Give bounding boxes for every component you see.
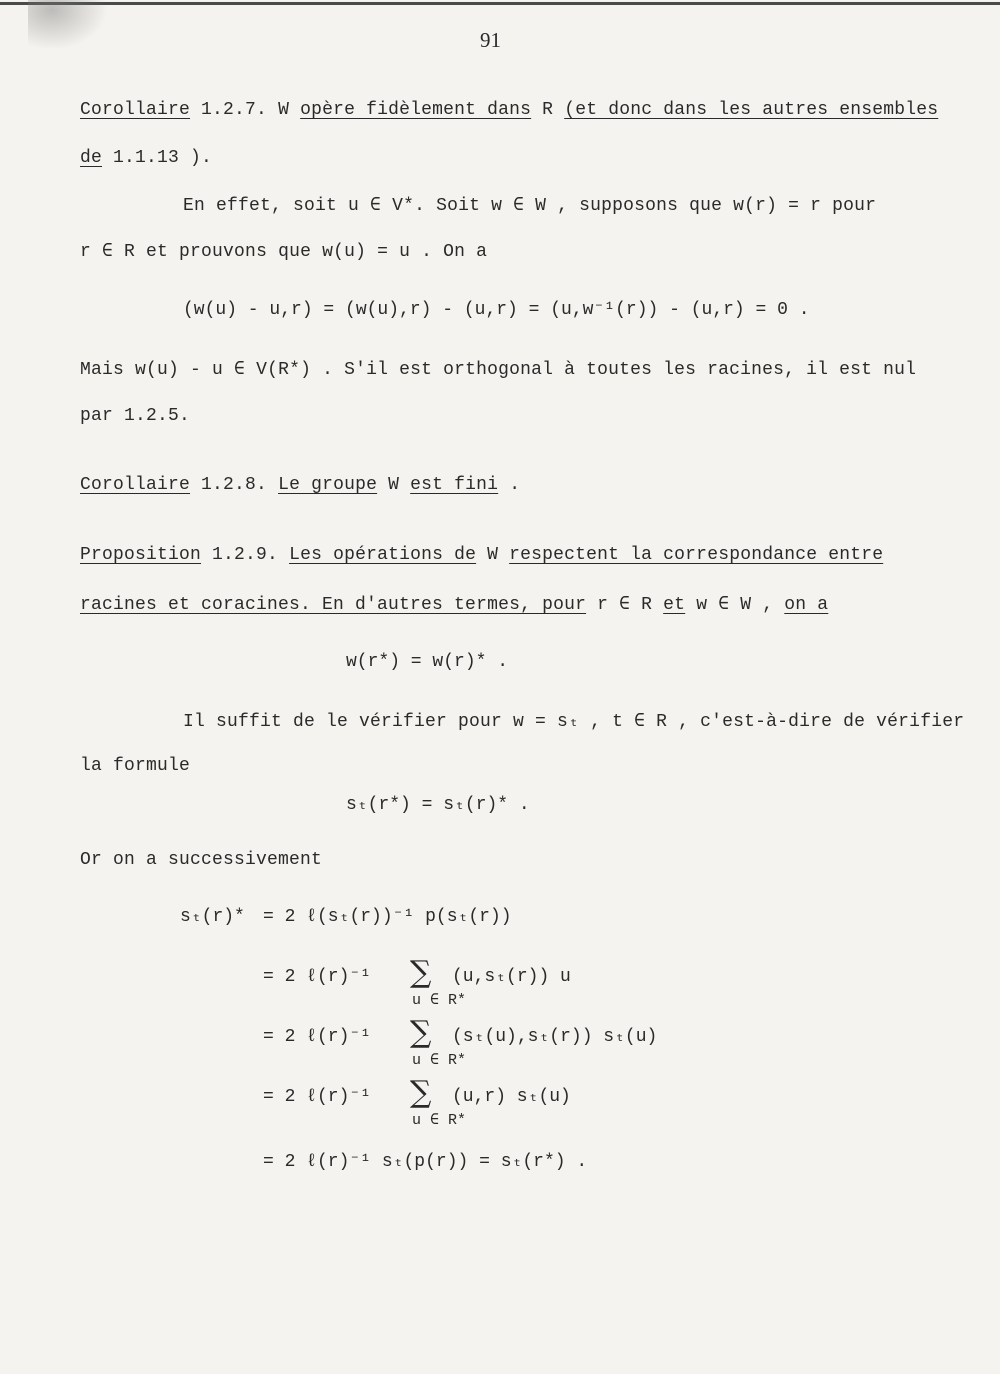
corollary-label: Corollaire bbox=[80, 100, 191, 120]
sum-index: u ∈ R* bbox=[412, 992, 467, 1009]
reference: 1.1.13 ). bbox=[113, 148, 213, 168]
proposition-1-2-9-line2 bbox=[80, 593, 828, 615]
symbol-w: W bbox=[388, 475, 400, 495]
page-number: 91 bbox=[480, 28, 501, 52]
proof2-line3: Or on a successivement bbox=[80, 850, 323, 870]
proof1-equation: (w(u) - u,r) = (w(u),r) - (u,r) = (u,w⁻¹(r)) - (u,r) = 0 . bbox=[183, 300, 810, 320]
math-text: w ∈ W , bbox=[696, 595, 774, 615]
statement-text: respectent la correspondance entre bbox=[509, 545, 884, 565]
statement-text: (et donc dans les autres ensembles bbox=[564, 100, 939, 120]
sum-term: (u,r) sₜ(u) bbox=[452, 1087, 571, 1107]
scan-smudge bbox=[28, 0, 108, 50]
symbol-r: R bbox=[542, 100, 554, 120]
proof2-line2: la formule bbox=[80, 756, 191, 776]
derivation-row-1: = 2 ℓ(sₜ(r))⁻¹ p(sₜ(r)) bbox=[263, 907, 512, 927]
sigma-glyph: ∑ bbox=[410, 1015, 432, 1050]
derivation-row-4: = 2 ℓ(r)⁻¹ bbox=[263, 1087, 372, 1107]
derivation-lhs: sₜ(r)* bbox=[180, 907, 245, 927]
corollary-number: 1.2.8. bbox=[201, 475, 268, 495]
statement-text: opère fidèlement dans bbox=[300, 100, 532, 120]
sum-term: (sₜ(u),sₜ(r)) sₜ(u) bbox=[452, 1027, 658, 1047]
scan-edge-line bbox=[0, 2, 1000, 5]
symbol-w: W bbox=[278, 100, 290, 120]
corollary-label: Corollaire bbox=[80, 475, 191, 495]
proof1-line3: Mais w(u) - u ∈ V(R*) . S'il est orthogonal à toutes les racines, il est nul bbox=[80, 360, 917, 380]
statement-text: est fini bbox=[410, 475, 499, 495]
statement-text: et bbox=[663, 595, 686, 615]
sum-term: (u,sₜ(r)) u bbox=[452, 967, 571, 987]
corollary-1-2-7-line1 bbox=[80, 100, 938, 120]
statement-text: on a bbox=[784, 595, 829, 615]
proof1-line1: En effet, soit u ∈ V*. Soit w ∈ W , supposons que w(r) = r pour bbox=[183, 196, 877, 216]
proposition-equation: w(r*) = w(r)* . bbox=[346, 652, 509, 672]
statement-text: de bbox=[80, 148, 103, 168]
corollary-number: 1.2.7. bbox=[201, 100, 268, 120]
math-text: r ∈ R bbox=[597, 595, 653, 615]
sum-symbol bbox=[410, 1075, 431, 1110]
proof1-line4: par 1.2.5. bbox=[80, 406, 191, 426]
proposition-label: Proposition bbox=[80, 545, 202, 565]
sum-symbol bbox=[410, 1015, 431, 1050]
statement-text: racines et coracines. En d'autres termes, pour bbox=[80, 595, 587, 615]
statement-text: Le groupe bbox=[278, 475, 378, 495]
statement-text: Les opérations de bbox=[289, 545, 477, 565]
proposition-number: 1.2.9. bbox=[212, 545, 279, 565]
derivation-row-5: = 2 ℓ(r)⁻¹ sₜ(p(r)) = sₜ(r*) . bbox=[263, 1152, 588, 1172]
derivation-row-3: = 2 ℓ(r)⁻¹ bbox=[263, 1027, 372, 1047]
sum-index: u ∈ R* bbox=[412, 1112, 467, 1129]
period: . bbox=[509, 475, 521, 495]
proof1-line2: r ∈ R et prouvons que w(u) = u . On a bbox=[80, 242, 488, 262]
sum-symbol bbox=[410, 955, 431, 990]
corollary-1-2-7-line2 bbox=[80, 148, 212, 168]
sum-index: u ∈ R* bbox=[412, 1052, 467, 1069]
proposition-1-2-9-line1 bbox=[80, 545, 883, 565]
proof2-equation: sₜ(r*) = sₜ(r)* . bbox=[346, 795, 530, 815]
proof2-line1: Il suffit de le vérifier pour w = sₜ , t ∈ R , c'est-à-dire de vérifier bbox=[183, 712, 965, 732]
corollary-1-2-8 bbox=[80, 475, 520, 495]
sigma-glyph: ∑ bbox=[410, 955, 432, 990]
derivation-row-2: = 2 ℓ(r)⁻¹ bbox=[263, 967, 372, 987]
symbol-w: W bbox=[487, 545, 499, 565]
sigma-glyph: ∑ bbox=[410, 1075, 432, 1110]
